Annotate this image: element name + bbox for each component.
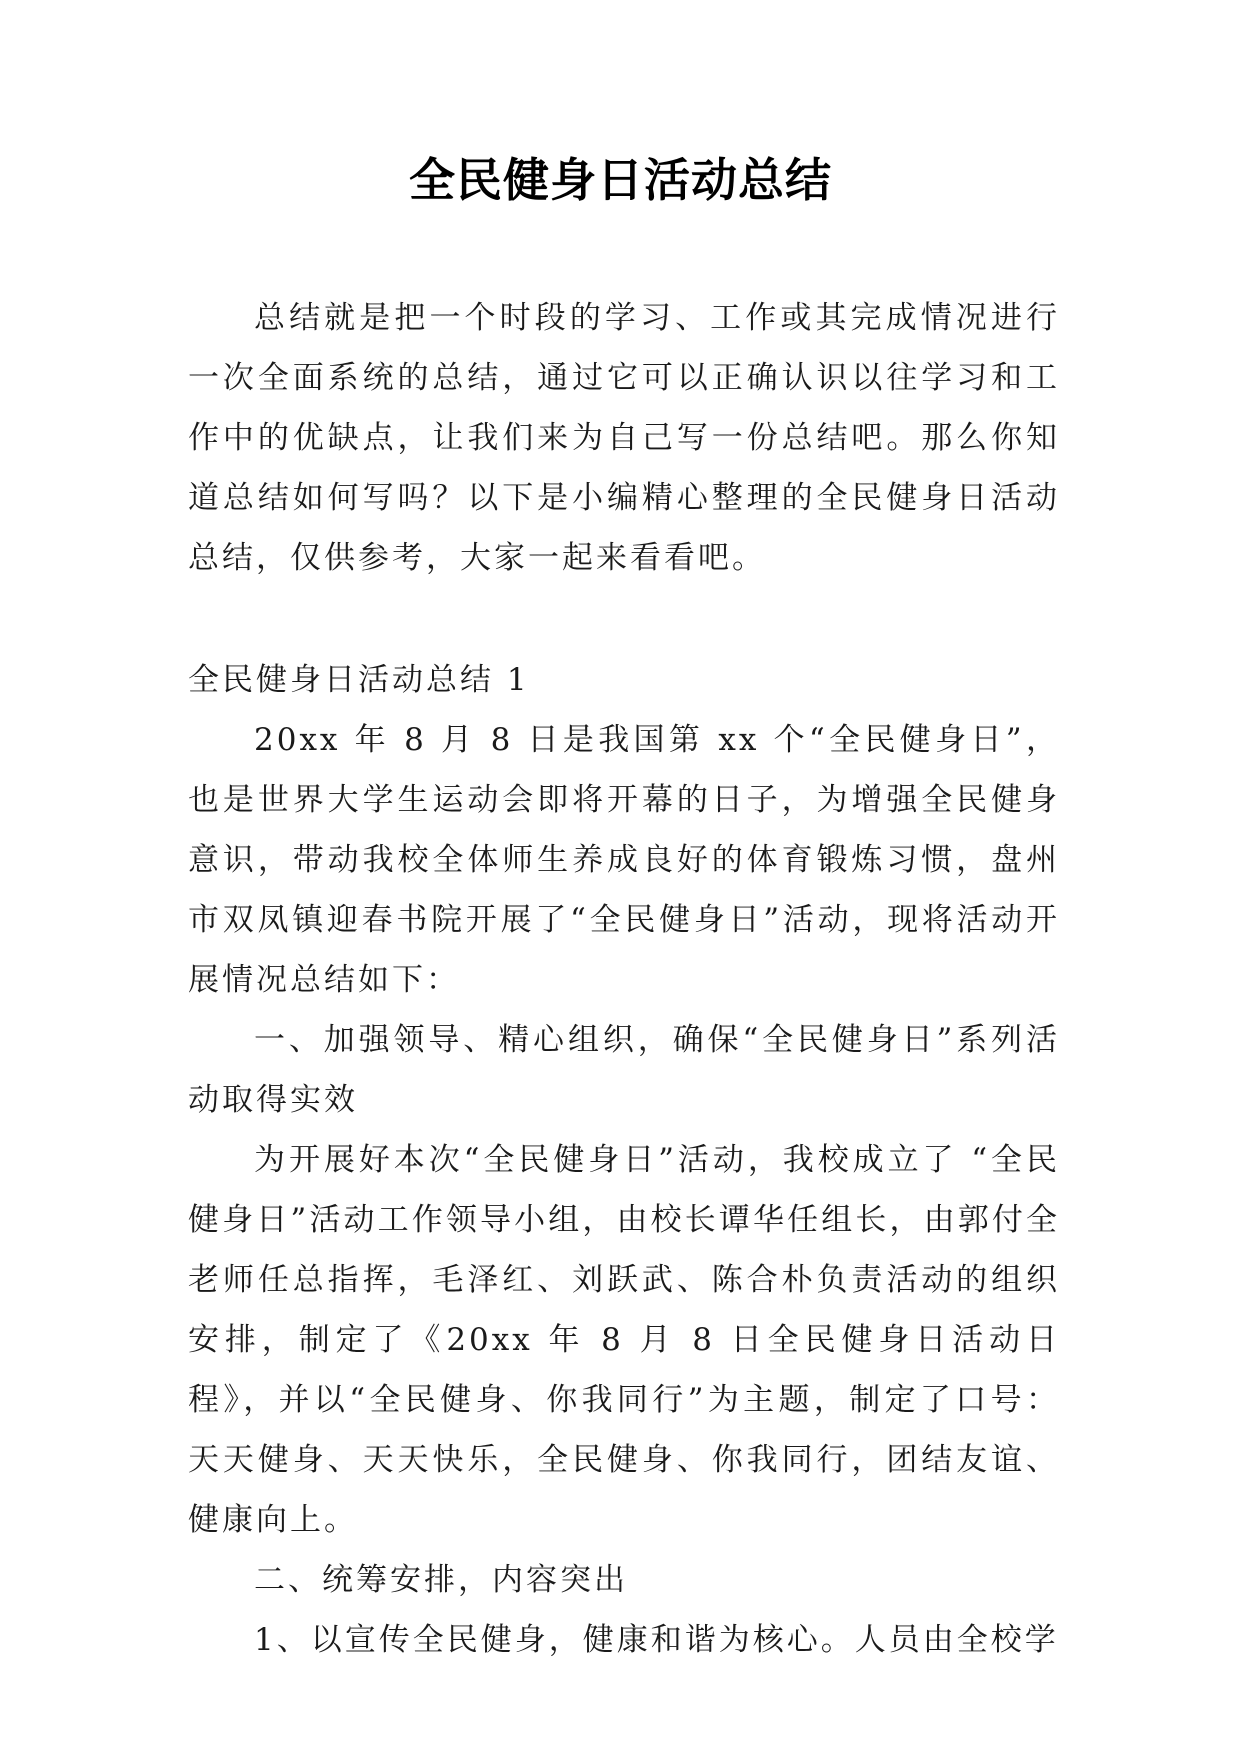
body-paragraph: 20xx 年 8 月 8 日是我国第 xx 个“全民健身日”，也是世界大学生运动会即将开幕的日子，为增强全民健身意识，带动我校全体师生养成良好的体育锻炼习惯，盘州市双凤镇迎春书院开展了“全民健身日”活动，现将活动开展情况总结如下： bbox=[188, 722, 1060, 998]
subheading-paragraph: 二、统筹安排，内容突出 bbox=[254, 1562, 628, 1598]
document-title: 全民健身日活动总结 bbox=[409, 153, 832, 207]
body-paragraph: 1、以宣传全民健身，健康和谐为核心。人员由全校学 bbox=[254, 1622, 1059, 1658]
intro-paragraph: 总结就是把一个时段的学习、工作或其完成情况进行一次全面系统的总结，通过它可以正确认识以往学习和工作中的优缺点，让我们来为自己写一份总结吧。那么你知道总结如何写吗？以下是小编精心整理的全民健身日活动总结，仅供参考，大家一起来看看吧。 bbox=[188, 300, 1060, 576]
document-body bbox=[188, 288, 1060, 1670]
body-paragraph: 为开展好本次“全民健身日”活动，我校成立了 “全民健身日”活动工作领导小组，由校长谭华任组长，由郭付全老师任总指挥，毛泽红、刘跃武、陈合朴负责活动的组织安排，制定了《20xx 年 8 月 8 日全民健身日活动日程》，并以“全民健身、你我同行”为主题，制定了口号：天天健身、天天快乐，全民健身、你我同行，团结友谊、健康向上。 bbox=[188, 1142, 1060, 1538]
subheading-paragraph: 一、加强领导、精心组织，确保“全民健身日”系列活动取得实效 bbox=[188, 1022, 1060, 1118]
section-heading: 全民健身日活动总结 1 bbox=[188, 662, 530, 698]
